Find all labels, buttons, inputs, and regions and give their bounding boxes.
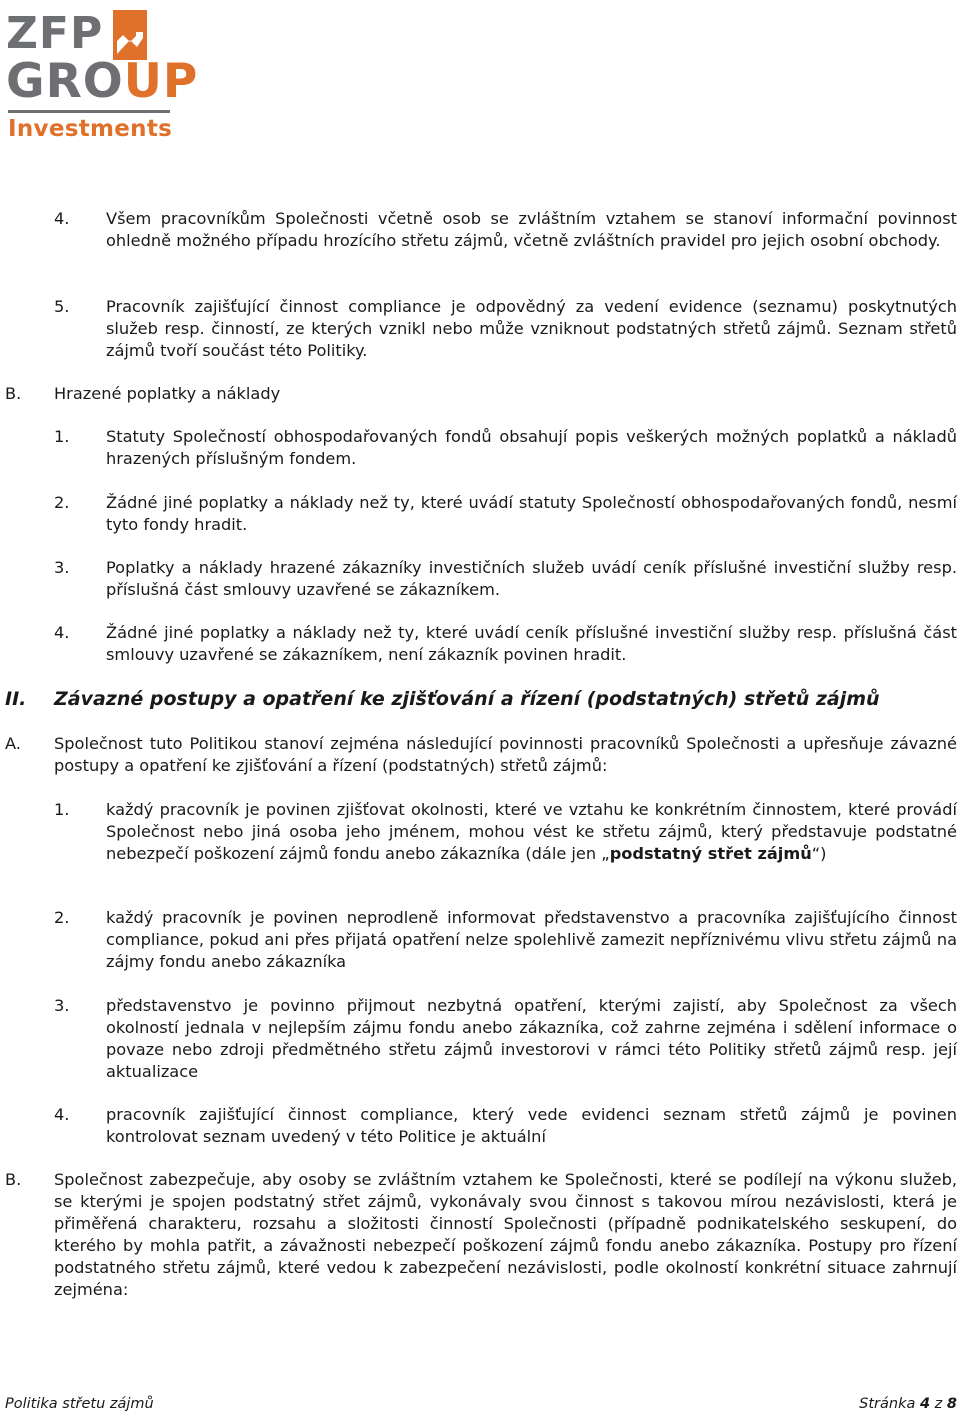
footer-title: Politika střetu zájmů xyxy=(5,1396,154,1412)
logo-divider xyxy=(8,110,170,113)
logo-arrow-icon xyxy=(113,10,147,60)
company-logo xyxy=(6,6,199,142)
page-number: Stránka 4 z 8 xyxy=(859,1396,957,1412)
logo-group: GROUP xyxy=(6,54,199,109)
logo-zfp: ZFP xyxy=(6,8,104,59)
logo-investments: Investments xyxy=(8,116,173,142)
